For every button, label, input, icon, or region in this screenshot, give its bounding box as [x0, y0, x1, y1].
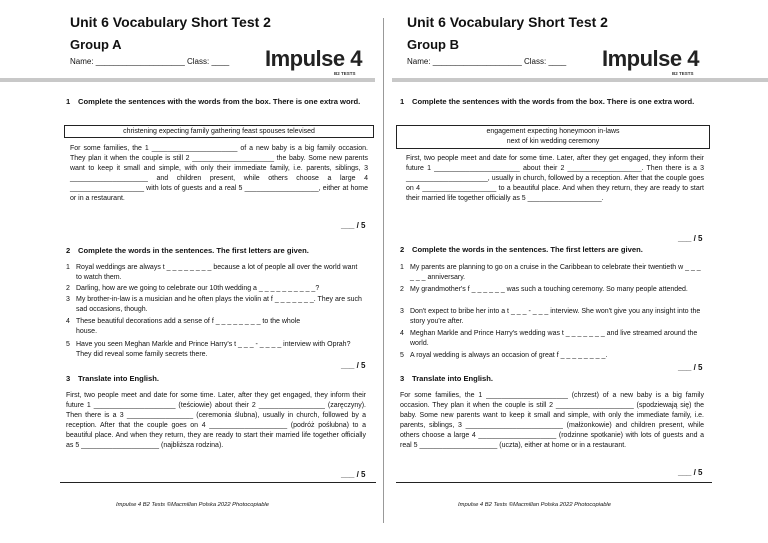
list-item	[400, 263, 704, 283]
footer: Impulse 4 B2 Tests ©Macmillan Polska 2022 Photocopiable	[116, 502, 269, 508]
item-number: 1	[66, 264, 70, 271]
item-text: Have you seen Meghan Markle and Prince Harry's t _ _ _ - _ _ _ _ interview with Oprah? They did reveal some family secrets there.	[76, 341, 351, 358]
list-item	[66, 340, 362, 360]
question-text: Complete the sentences with the words from the box. There is one extra word.	[78, 97, 361, 106]
question-2-score: ___ / 5	[341, 361, 366, 370]
item-text: A royal wedding is always an occasion of great f _ _ _ _ _ _ _ _.	[410, 352, 608, 359]
word-box: christening expecting family gathering feast spouses televised	[64, 125, 374, 138]
question-3-text: For some families, the 1 _____________________ (chrzest) of a new baby is a big family occasion. They plan it when the couple is still 2 ____________________ (spodziewają się) the baby. Some new parents want to keep it small and simple, with only the immediate family, i.e. parents, siblings, 3 _________________________ (małżonkowie) and children present, while others choose a large 4 ____________________ (rodzinne spotkanie) with lots of guests and a real 5 ____________________ (uczta), either at home or in a restaurant.	[400, 392, 704, 449]
question-3-score: ___ / 5	[341, 470, 366, 479]
footer-rule	[396, 482, 712, 483]
list-item	[66, 263, 362, 283]
header-bar	[392, 78, 768, 82]
impulse-logo: Impulse 4	[602, 46, 699, 71]
question-1-score: ___ / 5	[678, 234, 703, 243]
question-1-text: First, two people meet and date for some time. Later, after they get engaged, they inform their future 1 ______________________ about their 2 ___________________. Then there is a 3 _____________________, usually in church, followed by a reception. After that the couple goes on 4 ___________________ to a beautiful place. And when they return, they are ready to start their married life together officially as 5 ___________________.	[406, 155, 704, 202]
header-bar	[0, 78, 375, 82]
question-number: 3	[66, 374, 71, 383]
question-1-score: ___ / 5	[341, 221, 366, 230]
question-2-score: ___ / 5	[678, 363, 703, 372]
name-class-line: Name: ____________________ Class: ____	[70, 57, 230, 66]
name-class-line: Name: ____________________ Class: ____	[407, 57, 567, 66]
word-box	[396, 125, 710, 149]
item-text: Meghan Markle and Prince Harry's wedding was t _ _ _ _ _ _ _ and live streamed around the world.	[410, 330, 698, 347]
question-number: 2	[400, 245, 405, 254]
question-3-text: First, two people meet and date for some time. Later, after they get engaged, they inform their future 1 _____________________ (teściowie) about their 2 _________________ (zaręczyny). Then there is a 3 _________________ (ceremonia ślubna), usually in church, followed by a reception. After that the couple goes on 4 ____________________ (podróż poślubna) to a beautiful place. And when they return, they are ready to start their married life together officially as 5 ____________________ (najbliższa rodzina).	[66, 392, 366, 449]
impulse-logo: Impulse 4	[265, 46, 362, 71]
logo-subtitle: B2 TESTS	[334, 71, 356, 76]
group-b-page	[384, 0, 768, 543]
item-number: 2	[66, 285, 70, 292]
group-title: Group B	[407, 37, 459, 52]
question-text: Translate into English.	[78, 374, 160, 383]
list-item	[66, 284, 362, 294]
item-text: Royal weddings are always t _ _ _ _ _ _ _ _ because a lot of people all over the world want to watch them.	[76, 264, 358, 281]
question-number: 2	[66, 246, 71, 255]
list-item	[400, 285, 704, 305]
question-text: Complete the words in the sentences. The first letters are given.	[412, 245, 643, 254]
question-text: Complete the sentences with the words from the box. There is one extra word.	[412, 97, 695, 106]
question-number: 3	[400, 374, 405, 383]
question-number: 1	[400, 97, 405, 106]
item-text: My grandmother's f _ _ _ _ _ _ was such a touching ceremony. So many people attended.	[410, 286, 688, 293]
list-item	[66, 295, 362, 315]
question-text: Translate into English.	[412, 374, 494, 383]
list-item	[400, 307, 704, 327]
item-number: 3	[66, 296, 70, 303]
word-box-line: engagement expecting honeymoon in-laws	[486, 128, 620, 135]
item-text: My parents are planning to go on a cruise in the Caribbean to celebrate their twentieth w _ _ _ _ _ _ anniversary.	[410, 264, 701, 281]
unit-title: Unit 6 Vocabulary Short Test 2	[70, 14, 271, 30]
item-text: These beautiful decorations add a sense of f _ _ _ _ _ _ _ _ to the whole house.	[76, 318, 301, 335]
question-1-text: For some families, the 1 ______________________ of a new baby is a big family occasion. They plan it when the couple is still 2 _____________________ the baby. Some new parents want to keep it small and simple, with only their immediate family, i.e. parents, siblings, 3 ____________________ and children present, while others choose a large 4 ___________________ with lots of guests and a real 5 ___________________, either at home or in a restaurant.	[70, 145, 368, 202]
question-text: Complete the words in the sentences. The first letters are given.	[78, 246, 309, 255]
footer: Impulse 4 B2 Tests ©Macmillan Polska 2022 Photocopiable	[458, 502, 611, 508]
item-number: 5	[400, 352, 404, 359]
question-3-score: ___ / 5	[678, 468, 703, 477]
list-item	[66, 317, 362, 337]
logo-subtitle: B2 TESTS	[672, 71, 694, 76]
list-item	[400, 329, 704, 349]
item-number: 1	[400, 264, 404, 271]
item-number: 5	[66, 341, 70, 348]
group-title: Group A	[70, 37, 122, 52]
footer-rule	[60, 482, 376, 483]
list-item	[400, 351, 704, 361]
question-number: 1	[66, 97, 71, 106]
unit-title: Unit 6 Vocabulary Short Test 2	[407, 14, 608, 30]
item-text: My brother-in-law is a musician and he often plays the violin at f _ _ _ _ _ _ _. They are such sad occasions, though.	[76, 296, 362, 313]
item-number: 2	[400, 286, 404, 293]
item-number: 3	[400, 308, 404, 315]
item-text: Don't expect to bribe her into a t _ _ _ - _ _ _ interview. She won't give you any insight into the story you're after.	[410, 308, 701, 325]
item-text: Darling, how are we going to celebrate our 10th wedding a _ _ _ _ _ _ _ _ _ _?	[76, 285, 320, 292]
word-box-line: next of kin wedding ceremony	[506, 138, 600, 145]
item-number: 4	[66, 318, 70, 325]
item-number: 4	[400, 330, 404, 337]
